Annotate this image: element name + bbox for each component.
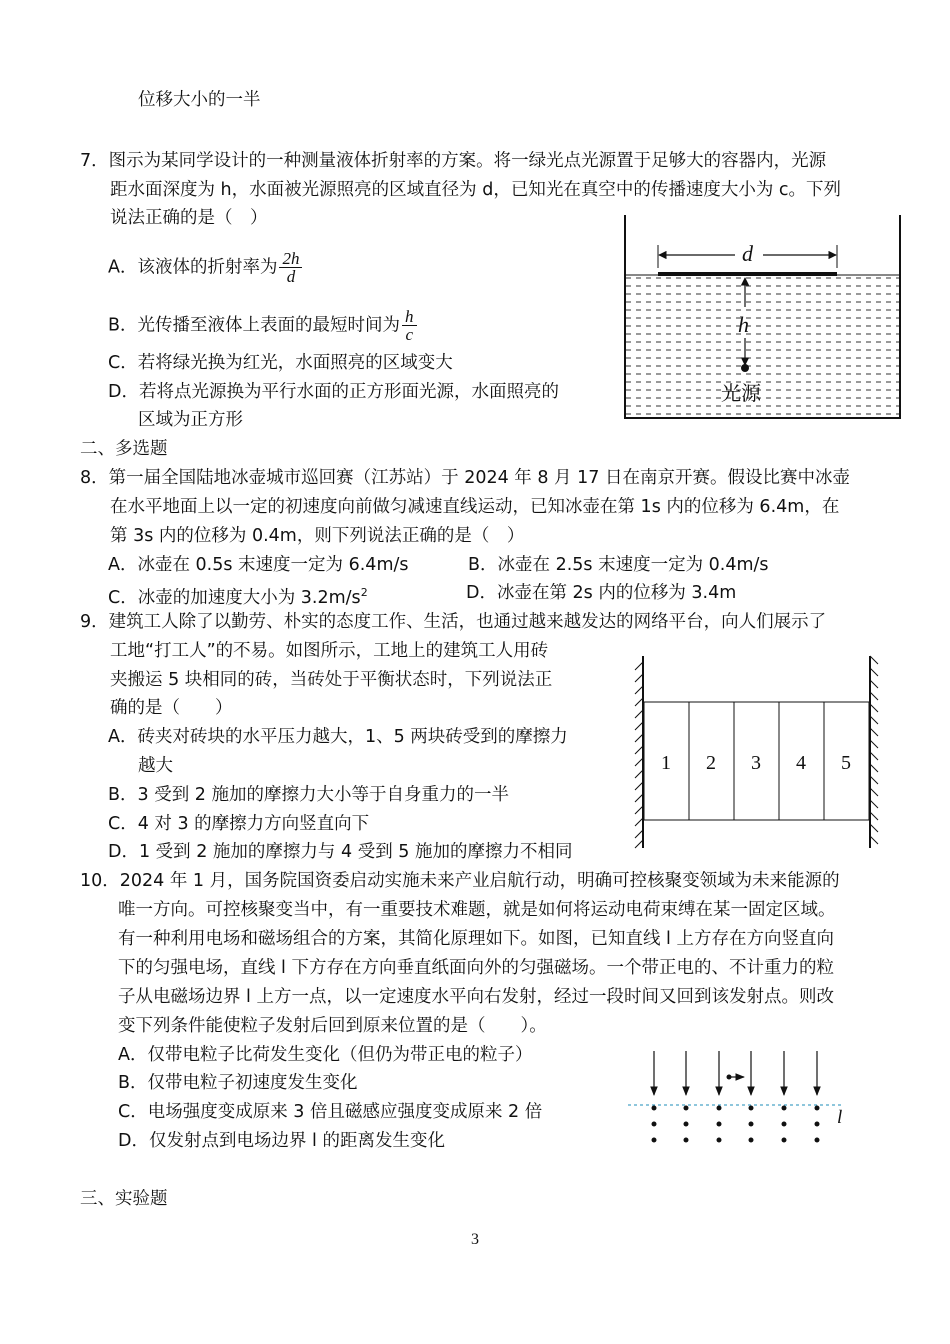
- q9-option-b: B．3 受到 2 施加的摩擦力大小等于自身重力的一半: [108, 785, 509, 805]
- electric-field-arrows: [654, 1051, 817, 1095]
- q7-option-b-fraction: [402, 308, 417, 343]
- q7-option-b: [108, 308, 417, 343]
- q7-option-a: [108, 250, 302, 285]
- section-title-experiment: 三、实验题: [80, 1189, 168, 1209]
- previous-question-tail: 位移大小的一半: [138, 90, 261, 110]
- brick-label-4: 4: [796, 752, 806, 774]
- point-light-source: [741, 364, 749, 372]
- q7-option-c: C．若将绿光换为红光，水面照亮的区域变大: [108, 353, 453, 373]
- q10-stem-line6: 变下列条件能使粒子发射后回到原来位置的是（ ）。: [118, 1016, 547, 1036]
- q7-option-a-denominator: d: [286, 267, 296, 286]
- brick-label-1: 1: [661, 752, 671, 774]
- q8-stem-line3: 第 3s 内的位移为 0.4m，则下列说法正确的是（ ）: [110, 526, 525, 546]
- q7-stem-line3: 说法正确的是（ ）: [110, 208, 268, 228]
- q9-stem-line3: 夹搬运 5 块相同的砖，当砖处于平衡状态时，下列说法正: [110, 670, 553, 690]
- q7-option-a-numerator: 2h: [279, 250, 302, 268]
- q10-field-figure: [620, 1045, 860, 1150]
- magnetic-field-dots: [652, 1106, 820, 1143]
- q7-option-b-text: B．光传播至液体上表面的最短时间为: [108, 315, 401, 336]
- q7-option-a-text: A．该液体的折射率为: [108, 257, 278, 278]
- q10-option-c: C．电场强度变成原来 3 倍且磁感应强度变成原来 2 倍: [118, 1102, 543, 1122]
- brick-label-2: 2: [706, 752, 716, 774]
- q10-stem-line3: 有一种利用电场和磁场组合的方案，其简化原理如下。如图，已知直线 l 上方存在方向竖直向: [118, 929, 834, 949]
- q9-stem-line4: 确的是（ ）: [110, 698, 233, 718]
- q9-brick-clamp-figure: [630, 652, 890, 852]
- q7-option-b-numerator: h: [402, 308, 417, 326]
- q7-option-d-line2: 区域为正方形: [138, 410, 243, 430]
- depth-label: h: [738, 312, 749, 337]
- q10-stem-line4: 下的匀强电场，直线 l 下方存在方向垂直纸面向外的匀强磁场。一个带正电的、不计重力的粒: [118, 958, 834, 978]
- q8-option-c-text: C．冰壶的加速度大小为 3.2m/s: [108, 587, 361, 608]
- q8-option-d: D．冰壶在第 2s 内的位移为 3.4m: [466, 583, 737, 603]
- liquid-region: [625, 275, 900, 418]
- q10-option-b: B．仅带电粒子初速度发生变化: [118, 1073, 358, 1093]
- q9-option-d: D．1 受到 2 施加的摩擦力与 4 受到 5 施加的摩擦力不相同: [108, 842, 573, 862]
- diameter-label: d: [742, 241, 753, 266]
- brick-label-5: 5: [841, 752, 851, 774]
- brick-label-3: 3: [751, 752, 761, 774]
- q8-option-c-superscript: 2: [360, 586, 368, 599]
- q8-stem-line1: 8．第一届全国陆地冰壶城市巡回赛（江苏站）于 2024 年 8 月 17 日在南京开赛。假设比赛中冰壶: [80, 468, 850, 488]
- q8-stem-line2: 在水平地面上以一定的初速度向前做匀减速直线运动，已知冰壶在第 1s 内的位移为 6.4m，在: [110, 497, 840, 517]
- q8-option-c: [108, 582, 368, 609]
- q8-option-a: A．冰壶在 0.5s 末速度一定为 6.4m/s: [108, 555, 409, 575]
- q10-stem-line5: 子从电磁场边界 l 上方一点，以一定速度水平向右发射，经过一段时间又回到该发射点。则改: [118, 987, 834, 1007]
- particle-launch-point: [727, 1075, 745, 1080]
- q9-stem-line1: 9．建筑工人除了以勤劳、朴实的态度工作、生活，也通过越来越发达的网络平台，向人们展示了: [80, 612, 827, 632]
- q10-stem-line2: 唯一方向。可控核聚变当中，有一重要技术难题，就是如何将运动电荷束缚在某一固定区域。: [118, 900, 836, 920]
- q10-option-d: D．仅发射点到电场边界 l 的距离发生变化: [118, 1131, 445, 1151]
- q10-stem-line1: 10．2024 年 1 月，国务院国资委启动实施未来产业启航行动，明确可控核聚变领域为未来能源的: [80, 871, 840, 891]
- q7-option-a-fraction: [279, 250, 302, 285]
- q9-option-a-line1: A．砖夹对砖块的水平压力越大，1、5 两块砖受到的摩擦力: [108, 727, 568, 747]
- q9-stem-line2: 工地“打工人”的不易。如图所示，工地上的建筑工人用砖: [110, 641, 549, 661]
- q7-container-figure: [615, 210, 910, 425]
- q7-option-d-line1: D．若将点光源换为平行水面的正方形面光源，水面照亮的: [108, 382, 559, 402]
- q9-option-c: C．4 对 3 的摩擦力方向竖直向下: [108, 814, 370, 834]
- boundary-label: l: [837, 1107, 843, 1128]
- page-number: 3: [471, 1231, 479, 1248]
- q10-option-a: A．仅带电粒子比荷发生变化（但仍为带正电的粒子）: [118, 1045, 533, 1065]
- q7-option-b-denominator: c: [405, 325, 414, 344]
- right-clamp-plate: [870, 656, 878, 848]
- q7-stem-line1: 7．图示为某同学设计的一种测量液体折射率的方案。将一绿光点光源置于足够大的容器内，光源: [80, 151, 827, 171]
- q7-stem-line2: 距水面深度为 h，水面被光源照亮的区域直径为 d，已知光在真空中的传播速度大小为 c。下列: [110, 180, 842, 200]
- q9-option-a-line2: 越大: [138, 756, 173, 776]
- q8-option-b: B．冰壶在 2.5s 末速度一定为 0.4m/s: [468, 555, 769, 575]
- light-source-label: 光源: [721, 381, 761, 405]
- left-clamp-plate: [635, 656, 643, 848]
- section-title-multiple-choice: 二、多选题: [80, 439, 168, 459]
